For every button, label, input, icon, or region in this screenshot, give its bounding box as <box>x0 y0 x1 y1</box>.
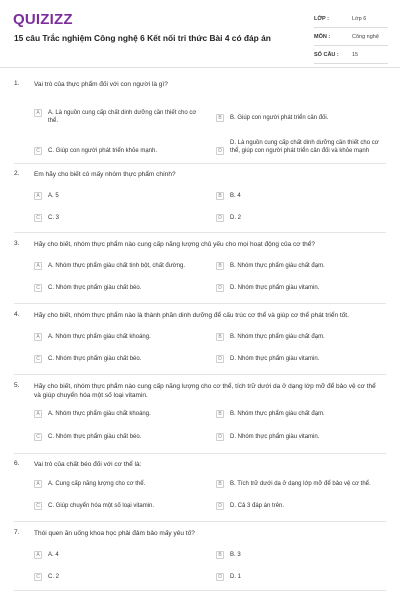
option-d[interactable] <box>216 139 380 155</box>
worksheet-meta <box>314 10 388 64</box>
option-letter-box: C <box>34 502 42 510</box>
question-number: 2. <box>14 170 20 177</box>
option-letter-box: D <box>216 214 224 222</box>
meta-label: MÔN : <box>314 33 331 40</box>
option-letter-box: A <box>34 551 42 559</box>
meta-value: 15 <box>352 51 359 58</box>
option-text: D. 1 <box>230 574 242 580</box>
meta-value: Công nghệ <box>352 33 379 40</box>
option-text: D. Nhóm thực phẩm giàu vitamin. <box>230 434 320 440</box>
question-text: Hãy cho biết, nhóm thực phẩm nào cung cấp năng lượng chủ yếu cho mọi hoạt động của cơ thể? <box>34 241 316 248</box>
question-number: 7. <box>14 529 20 536</box>
option-letter-box: D <box>216 284 224 292</box>
option-d[interactable] <box>216 502 380 510</box>
option-a[interactable] <box>34 262 218 270</box>
question-divider <box>14 453 386 454</box>
option-text: B. Nhóm thực phẩm giàu chất đạm. <box>230 263 325 269</box>
option-text: B. 3 <box>230 552 241 558</box>
option-letter-box: D <box>216 573 224 581</box>
quizizz-logo[interactable]: QUIZIZZ <box>13 11 73 28</box>
option-b[interactable] <box>216 262 380 270</box>
option-letter-box: C <box>34 573 42 581</box>
option-letter-box: D <box>216 147 224 155</box>
option-text: A. Là nguồn cung cấp chất dinh dưỡng cần thiết cho cơ thể. <box>48 110 197 124</box>
option-c[interactable] <box>34 214 198 222</box>
option-letter-box: C <box>34 433 42 441</box>
option-d[interactable] <box>216 433 380 441</box>
option-letter-box: C <box>34 147 42 155</box>
option-d[interactable] <box>216 284 380 292</box>
option-b[interactable] <box>216 333 380 341</box>
question-divider <box>14 521 386 522</box>
option-text: C. Nhóm thực phẩm giàu chất béo. <box>48 285 142 291</box>
option-letter-box: A <box>34 192 42 200</box>
option-c[interactable] <box>34 147 198 155</box>
option-text: D. Là nguồn cung cấp chất dinh dưỡng cần thiết cho cơ thể, giúp con người phát triển cân đối và khỏe mạnh <box>230 140 379 154</box>
meta-row-count <box>314 46 388 64</box>
question-text: Thói quen ăn uống khoa học phải đảm bảo mấy yêu tố? <box>34 530 195 537</box>
option-letter-box: C <box>34 214 42 222</box>
option-text: A. 5 <box>48 193 59 199</box>
option-letter-box: C <box>34 284 42 292</box>
option-letter-box: C <box>34 355 42 363</box>
question-number: 5. <box>14 382 20 389</box>
option-text: A. Nhóm thực phẩm giàu chất khoáng. <box>48 334 151 340</box>
meta-row-subject <box>314 28 388 46</box>
option-letter-box: A <box>34 410 42 418</box>
option-b[interactable] <box>216 192 380 200</box>
option-text: C. Nhóm thực phẩm giàu chất béo. <box>48 434 142 440</box>
option-a[interactable] <box>34 333 198 341</box>
option-text: B. Giúp con người phát triển cân đối. <box>230 115 329 121</box>
option-letter-box: B <box>216 192 224 200</box>
option-b[interactable] <box>216 480 400 488</box>
option-a[interactable] <box>34 410 198 418</box>
question-divider <box>14 374 386 375</box>
option-text: D. Nhóm thực phẩm giàu vitamin. <box>230 356 320 362</box>
meta-row-grade <box>314 10 388 28</box>
option-a[interactable] <box>34 109 198 125</box>
option-text: D. 2 <box>230 215 242 221</box>
option-text: A. 4 <box>48 552 59 558</box>
question-text: Vai trò của thực phẩm đối với con người là gì? <box>34 81 168 88</box>
option-letter-box: B <box>216 333 224 341</box>
worksheet-title: 15 câu Trắc nghiệm Công nghệ 6 Kết nối tri thức Bài 4 có đáp án <box>14 33 271 43</box>
question-number: 1. <box>14 80 20 87</box>
question-divider <box>14 590 386 591</box>
question-divider <box>14 163 386 164</box>
option-letter-box: A <box>34 262 42 270</box>
option-letter-box: A <box>34 109 42 117</box>
option-text: D. Cả 3 đáp án trên. <box>230 503 285 509</box>
meta-value: Lớp 6 <box>352 15 367 22</box>
option-b[interactable] <box>216 551 380 559</box>
option-c[interactable] <box>34 573 198 581</box>
option-text: C. Nhóm thực phẩm giàu chất béo. <box>48 356 142 362</box>
option-c[interactable] <box>34 284 198 292</box>
option-text: A. Nhóm thực phẩm giàu chất khoáng. <box>48 411 151 417</box>
option-text: C. 2 <box>48 574 60 580</box>
option-a[interactable] <box>34 480 198 488</box>
option-d[interactable] <box>216 355 380 363</box>
option-text: B. 4 <box>230 193 241 199</box>
option-text: B. Tích trữ dưới da ở dạng lớp mỡ để bảo vệ cơ thể. <box>230 481 371 487</box>
meta-label: SỐ CÂU : <box>314 51 339 58</box>
option-b[interactable] <box>216 410 380 418</box>
option-text: D. Nhóm thực phẩm giàu vitamin. <box>230 285 320 291</box>
option-letter-box: A <box>34 333 42 341</box>
worksheet-header <box>0 0 400 68</box>
option-text: C. Giúp chuyển hóa một số loại vitamin. <box>48 503 155 509</box>
question-text: Vai trò của chất béo đối với cơ thể là: <box>34 461 142 468</box>
option-letter-box: B <box>216 262 224 270</box>
option-text: B. Nhóm thực phẩm giàu chất đạm. <box>230 334 325 340</box>
option-letter-box: B <box>216 480 224 488</box>
option-letter-box: D <box>216 502 224 510</box>
question-text: Hãy cho biết, nhóm thực phẩm nào cung cấp năng lượng cho cơ thể, tích trữ dưới da ở dạng lớp mỡ để bảo vệ cơ thể và giúp chuyển hóa một số loại vitamin. <box>34 383 376 399</box>
option-text: C. Giúp con người phát triển khỏe mạnh. <box>48 148 158 154</box>
option-letter-box: D <box>216 433 224 441</box>
meta-label: LỚP : <box>314 15 329 22</box>
option-letter-box: A <box>34 480 42 488</box>
option-c[interactable] <box>34 433 198 441</box>
option-letter-box: B <box>216 114 224 122</box>
question-number: 4. <box>14 311 20 318</box>
question-number: 3. <box>14 240 20 247</box>
question-text: Hãy cho biết, nhóm thực phẩm nào là thành phần dinh dưỡng để cấu trúc cơ thể và giúp cơ thể phát triển tốt. <box>34 312 349 319</box>
option-c[interactable] <box>34 355 198 363</box>
option-a[interactable] <box>34 551 198 559</box>
question-divider <box>14 303 386 304</box>
option-text: A. Nhóm thực phẩm giàu chất tinh bột, chất đường. <box>48 263 186 269</box>
option-text: C. 3 <box>48 215 60 221</box>
option-letter-box: B <box>216 551 224 559</box>
option-c[interactable] <box>34 502 198 510</box>
question-divider <box>14 232 386 233</box>
option-letter-box: B <box>216 410 224 418</box>
option-letter-box: D <box>216 355 224 363</box>
question-text: Em hãy cho biết có mấy nhóm thực phẩm chính? <box>34 171 176 178</box>
question-number: 6. <box>14 460 20 467</box>
option-a[interactable] <box>34 192 198 200</box>
option-text: B. Nhóm thực phẩm giàu chất đạm. <box>230 411 325 417</box>
option-b[interactable] <box>216 114 380 122</box>
option-d[interactable] <box>216 214 380 222</box>
option-d[interactable] <box>216 573 380 581</box>
option-text: A. Cung cấp năng lượng cho cơ thể. <box>48 481 146 487</box>
